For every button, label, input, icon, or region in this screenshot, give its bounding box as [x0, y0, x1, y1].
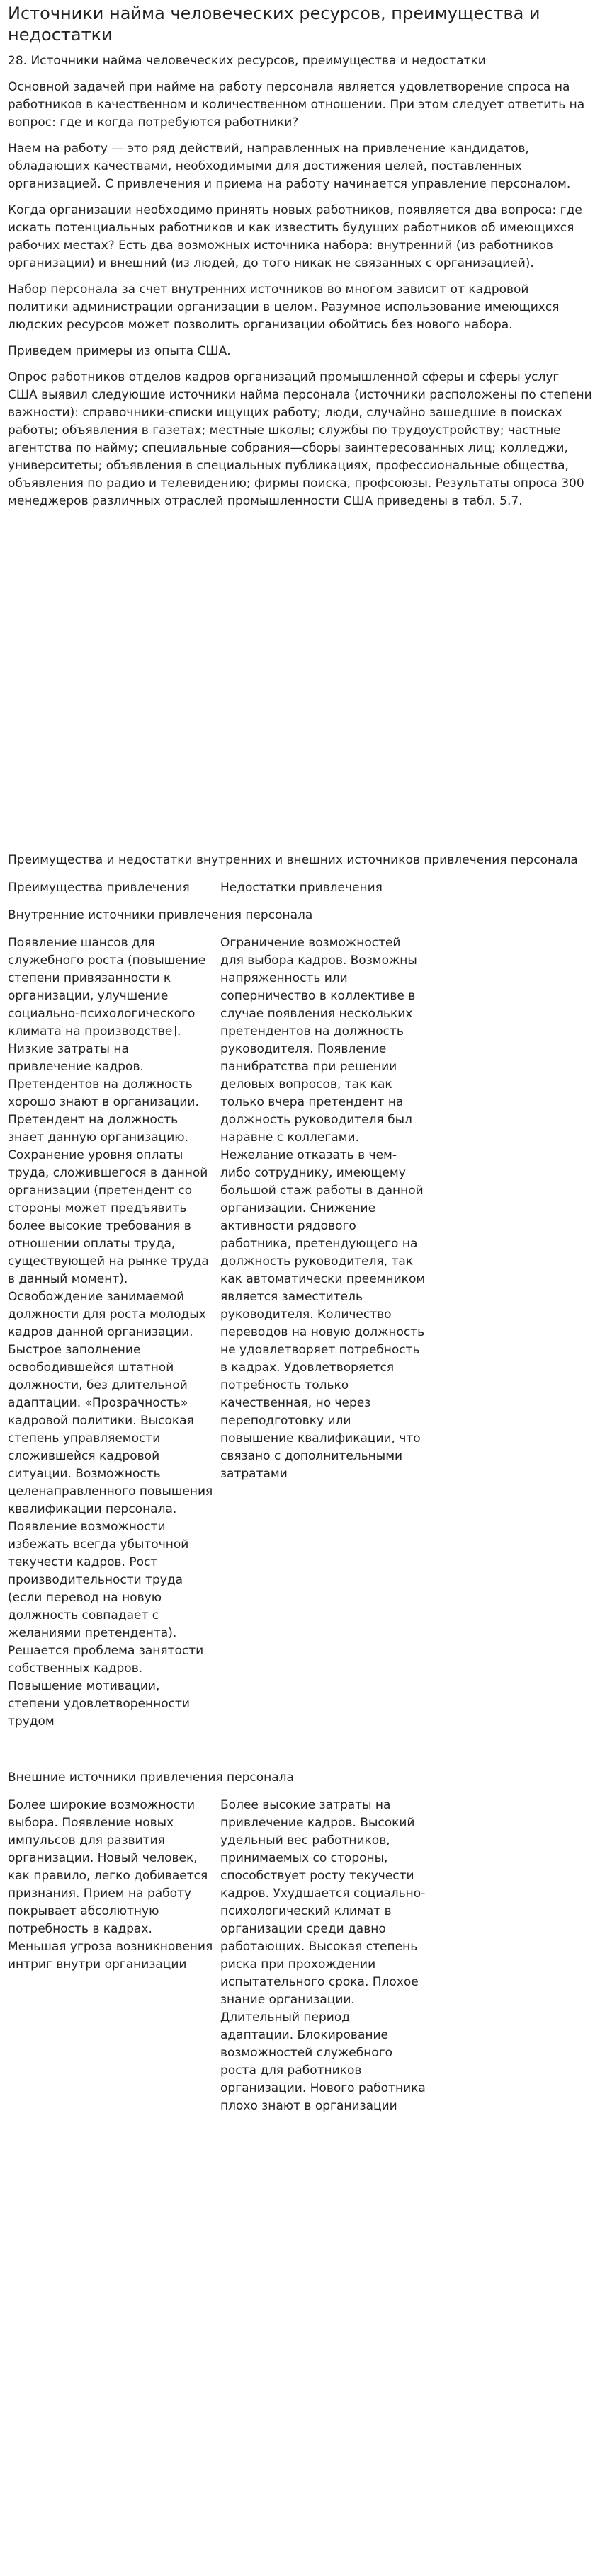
- paragraph: Когда организации необходимо принять новых работников, появляется два вопроса: где искать потенциальных работников и как известить будущих работников об имеющихся рабочих местах? Есть два возможных источника набора: внутренний (из работников организации) и внешний (из людей, до того никак не связанных с организацией).: [8, 203, 582, 270]
- header-advantages: Преимущества привлечения: [8, 881, 190, 895]
- external-disadvantages-cell: [220, 1797, 426, 2115]
- external-sources-title: Внешние источники привлечения персонала: [8, 1770, 294, 1785]
- comparison-table: [8, 852, 592, 2115]
- external-advantages-text: Более широкие возможности выбора. Появление новых импульсов для развития организации. Новый человек, как правило, легко добивается признания. Прием на работу покрывает абсолютную потребность в кадрах. Меньшая угроза возникновения интриг внутри организации: [8, 1798, 213, 1971]
- blank-gap: [8, 519, 592, 852]
- paragraph: Наем на работу — это ряд действий, направленных на привлечение кандидатов, обладающих качествами, необходимыми для достижения целей, поставленных организацией. С привлечения и приема на работу начинается управление персоналом.: [8, 142, 571, 191]
- table-gap: [8, 1748, 592, 1769]
- internal-sources-row: [8, 934, 461, 1731]
- paragraph: Набор персонала за счет внутренних источников во многом зависит от кадровой политики администрации организации в целом. Разумное использование имеющихся людских ресурсов может позволить организации обойтись без нового набора.: [8, 282, 560, 332]
- paragraph: Приведем примеры из опыта США.: [8, 344, 231, 358]
- internal-advantages-cell: [8, 934, 213, 1731]
- external-sources-row: [8, 1797, 461, 2115]
- page-title: Источники найма человеческих ресурсов, преимущества и недостатки: [8, 4, 540, 45]
- header-disadvantages: Недостатки привлечения: [220, 881, 383, 895]
- internal-sources-title: Внутренние источники привлечения персонала: [8, 908, 313, 922]
- external-disadvantages-text: Более высокие затраты на привлечение кадров. Высокий удельный вес работников, принимаемых со стороны, способствует росту текучести кадров. Ухудшается социально-психологический климат в организации среди давно работающих. Высокая степень риска при прохождении испытательного срока. Плохое знание организации. Длительный период адаптации. Блокирование возможностей служебного роста для работников организации. Нового работника плохо знают в организации: [220, 1798, 426, 2113]
- internal-disadvantages-text: Ограничение возможностей для выбора кадров. Возможны напряженность или соперничество в коллективе в случае появления нескольких претендентов на должность руководителя. Появление панибратства при решении деловых вопросов, так как только вчера претендент на должность руководителя был наравне с коллегами. Нежелание отказать в чем-либо сотруднику, имеющему большой стаж работы в данной организации. Снижение активности рядового работника, претендующего на должность руководителя, так как автоматически преемником является заместитель руководителя. Количество переводов на новую должность не удовлетворяет потребность в кадрах. Удовлетворяется потребность только качественная, но через переподготовку или повышение квалификации, что связано с дополнительными затратами: [220, 936, 426, 1481]
- paragraph: Основной задачей при найме на работу персонала является удовлетворение спроса на работников в качественном и количественном отношении. При этом следует ответить на вопрос: где и когда потребуются работники?: [8, 80, 585, 130]
- paragraph: Опрос работников отделов кадров организаций промышленной сферы и сферы услуг США выявил следующие источники найма персонала (источники расположены по степени важности): справочники-списки ищущих работу; люди, случайно зашедшие в поисках работы; объявления в газетах; местные школы; службы по трудоустройству; частные агентства по найму; специальные собрания—сборы заинтересованных лиц; колледжи, университеты; объявления в специальных публикациях, профессиональные общества, объявления по радио и телевидению; фирмы поиска, профсоюзы. Результаты опроса 300 менеджеров различных отраслей промышленности США приведены в табл. 5.7.: [8, 370, 592, 508]
- external-advantages-cell: [8, 1797, 213, 2115]
- internal-disadvantages-cell: [220, 934, 426, 1731]
- internal-advantages-text: Появление шансов для служебного роста (повышение степени привязанности к организации, улучшение социально-психологического климата на производстве]. Низкие затраты на привлечение кадров. Претендентов на должность хорошо знают в организации. Претендент на должность знает данную организацию. Сохранение уровня оплаты труда, сложившегося в данной организации (претендент со стороны может предъявить более высокие требования в отношении оплаты труда, существующей на рынке труда в данный момент). Освобождение занимаемой должности для роста молодых кадров данной организации. Быстрое заполнение освободившейся штатной должности, без длительной адаптации. «Прозрачность» кадровой политики. Высокая степень управляемости сложившейся кадровой ситуации. Возможность целенаправленного повышения квалификации персонала. Появление возможности избежать всегда убыточной текучести кадров. Рост производительности труда (если перевод на новую должность совпадает с желаниями претендента). Решается проблема занятости собственных кадров. Повышение мотивации, степени удовлетворенности трудом: [8, 936, 213, 1729]
- table-header-row: [8, 879, 461, 897]
- paragraph: 28. Источники найма человеческих ресурсов, преимущества и недостатки: [8, 54, 486, 68]
- table-caption: Преимущества и недостатки внутренних и внешних источников привлечения персонала: [8, 853, 578, 867]
